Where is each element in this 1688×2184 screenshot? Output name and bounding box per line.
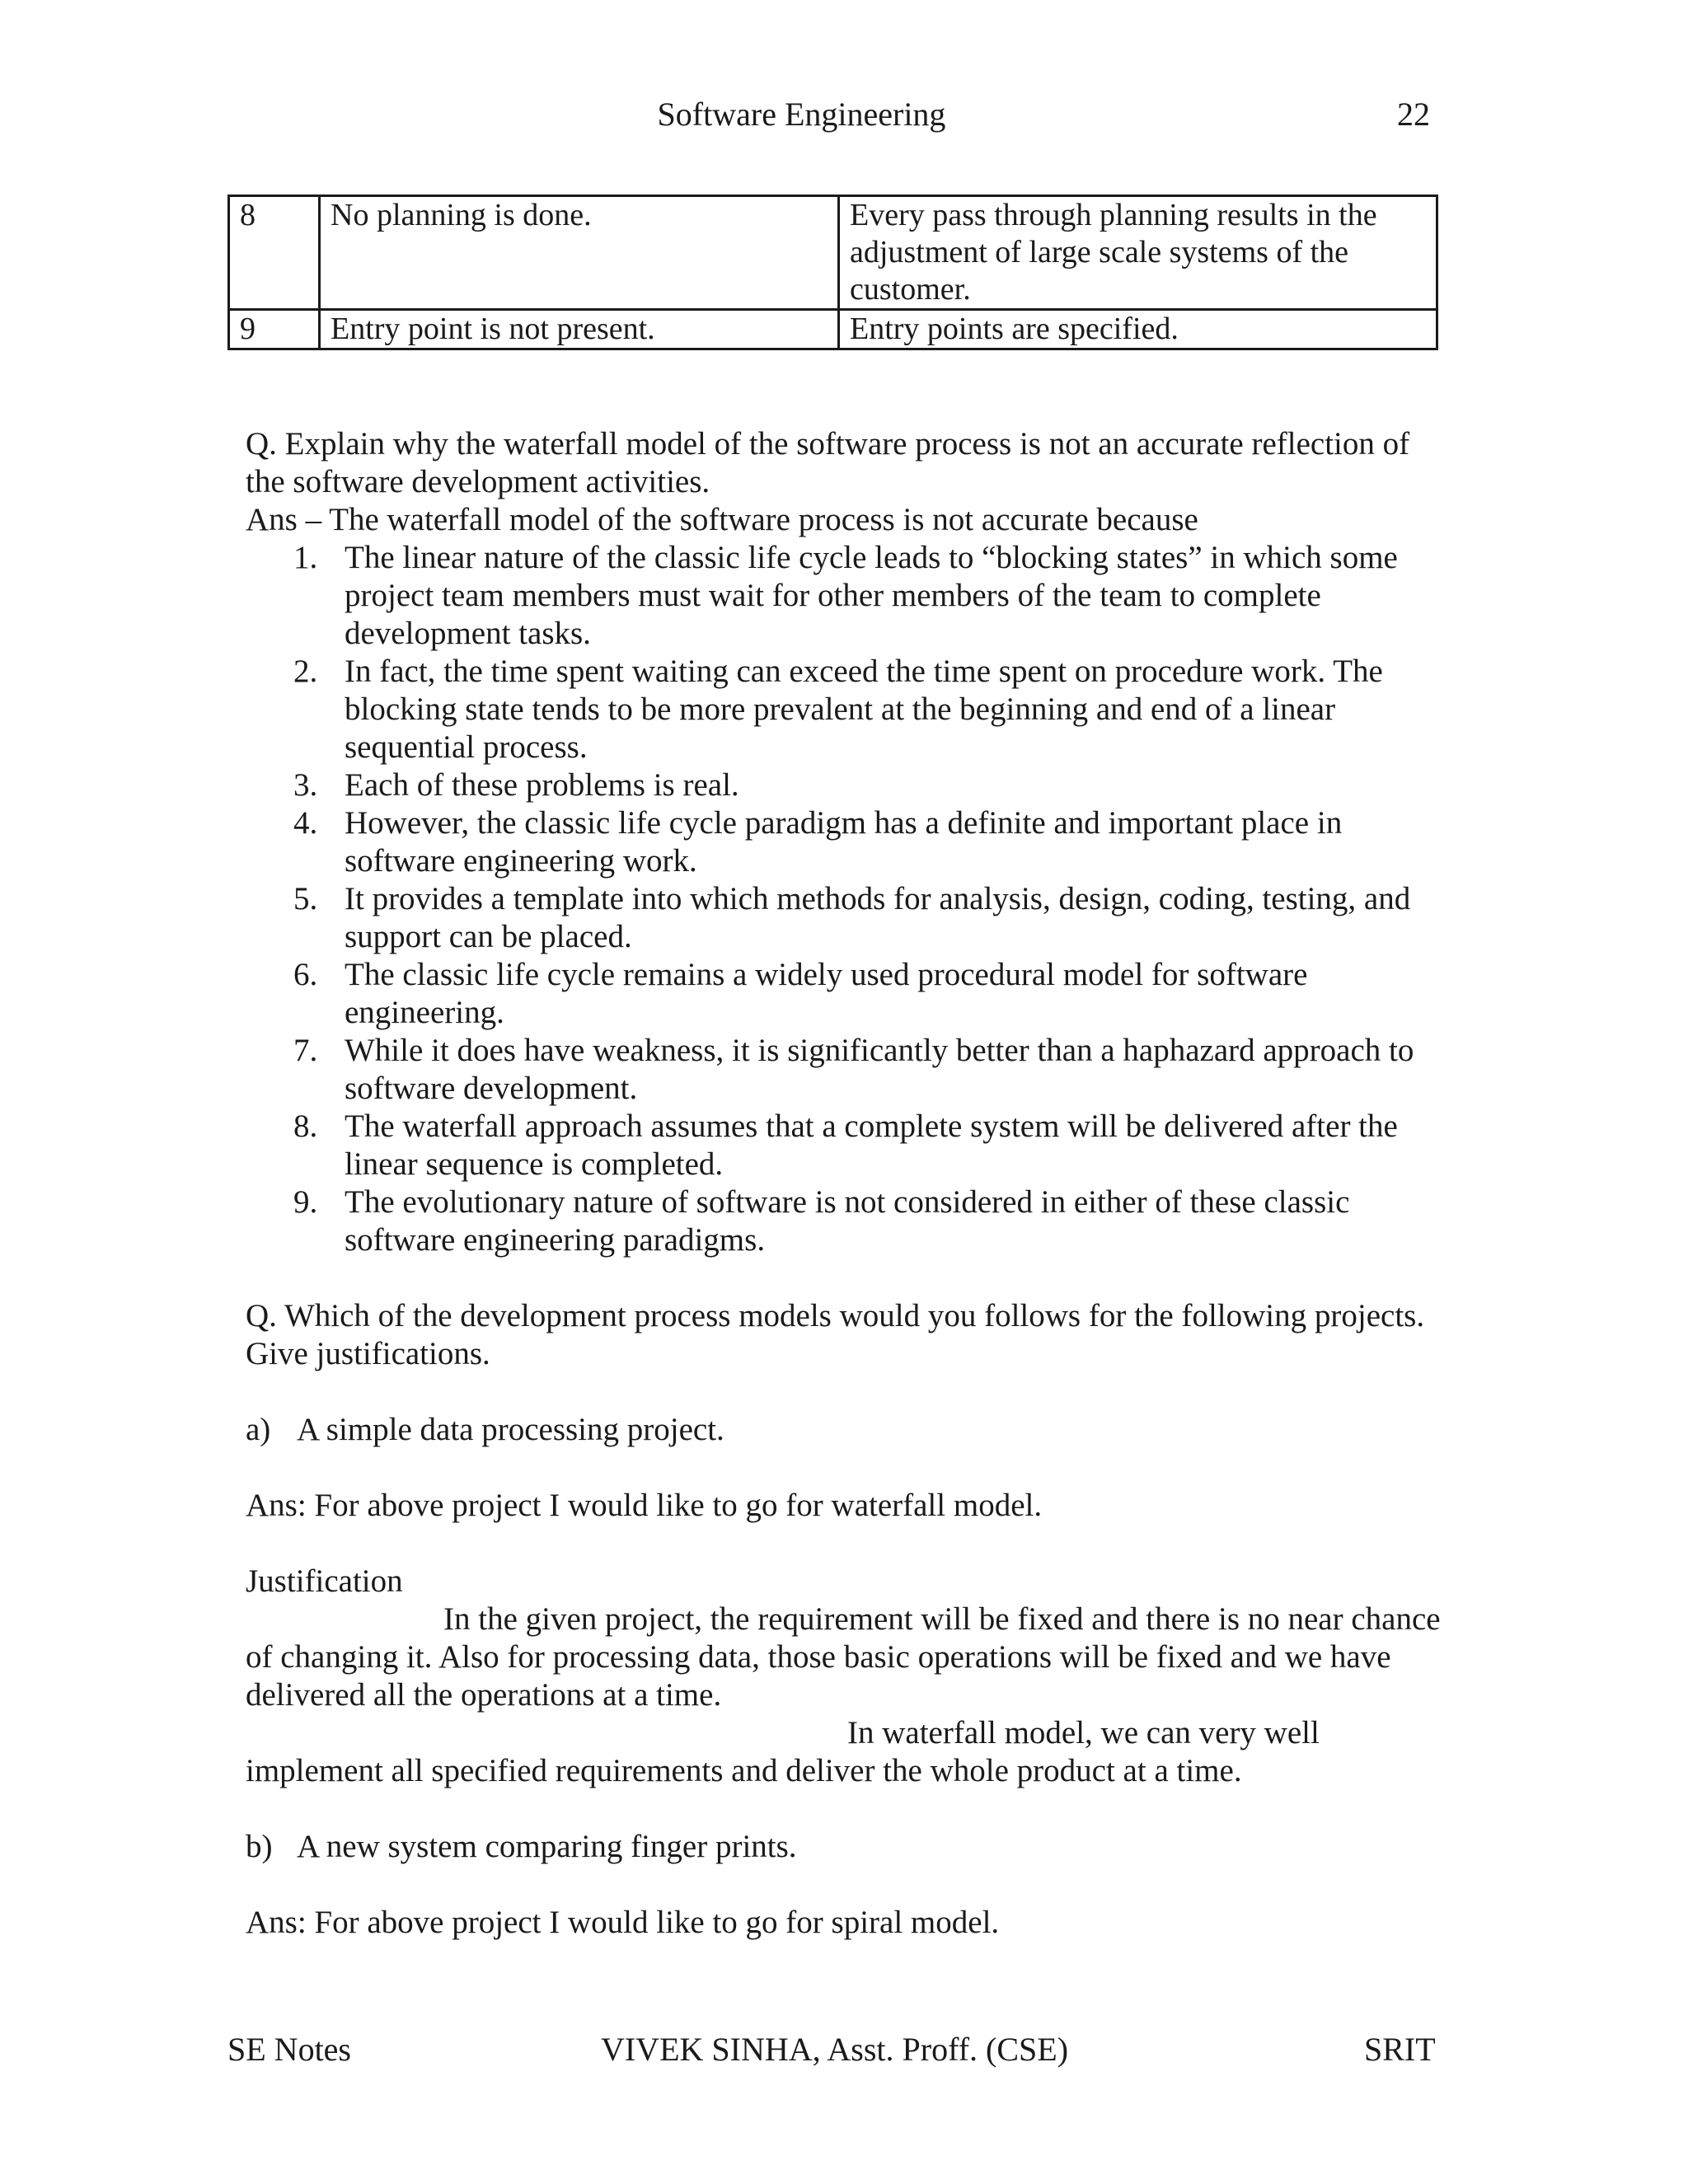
list-item (246, 956, 1442, 1032)
justification-paragraph: In the given project, the requirement will be fixed and there is no near chance of changing it. Also for processing data, those basic operations will be fixed and we have delivered all the operations at a time. (246, 1601, 1441, 1713)
answer-intro: Ans – The waterfall model of the software process is not accurate because (246, 502, 1198, 537)
list-item (246, 880, 1442, 956)
justification-paragraph: In waterfall model, we can very well implement all specified requirements and deliver the whole product at a time. (246, 1715, 1320, 1788)
list-text: The evolutionary nature of software is not considered in either of these classic software engineering paradigms. (345, 1184, 1350, 1258)
answer-list (246, 539, 1442, 1259)
list-number: 5. (293, 881, 318, 916)
list-text: In fact, the time spent waiting can exceed the time spent on procedure work. The blocking state tends to be more prevalent at the beginning and end of a linear sequential process. (345, 654, 1383, 765)
table-cell-other: Entry points are specified. (839, 310, 1437, 349)
table-row (229, 196, 1437, 310)
list-item (246, 804, 1442, 880)
sub-question-letter: b) (246, 1829, 273, 1864)
list-item (246, 539, 1442, 653)
table-cell-number: 8 (229, 196, 320, 310)
body-text (246, 425, 1442, 1942)
list-text: The waterfall approach assumes that a complete system will be delivered after the linear sequence is completed. (345, 1108, 1398, 1182)
footer-author: VIVEK SINHA, Asst. Proff. (CSE) (600, 2031, 1069, 2068)
footer-right: SRIT (1364, 2031, 1436, 2068)
list-item (246, 766, 1442, 804)
list-number: 7. (293, 1033, 318, 1068)
page-number: 22 (1397, 96, 1430, 133)
table-cell-other: Every pass through planning results in the adjustment of large scale systems of the customer. (839, 196, 1437, 310)
list-number: 1. (293, 540, 318, 575)
footer-left: SE Notes (227, 2031, 351, 2068)
list-item (246, 1032, 1442, 1108)
list-text: While it does have weakness, it is significantly better than a haphazard approach to software development. (345, 1033, 1414, 1106)
list-item (246, 1108, 1442, 1183)
table-cell-spiral: Entry point is not present. (320, 310, 839, 349)
list-text: Each of these problems is real. (345, 767, 739, 803)
sub-question-b (246, 1828, 1442, 1866)
list-item (246, 653, 1442, 766)
sub-question-text: A simple data processing project. (297, 1412, 724, 1447)
list-text: It provides a template into which methods for analysis, design, coding, testing, and support can be placed. (345, 881, 1411, 954)
table-cell-spiral: No planning is done. (320, 196, 839, 310)
table-row (229, 310, 1437, 349)
list-number: 9. (293, 1184, 318, 1220)
list-text: The linear nature of the classic life cycle leads to “blocking states” in which some project team members must wait for other members of the team to complete development tasks. (345, 540, 1398, 651)
page-header-title: Software Engineering (657, 96, 946, 133)
list-item (246, 1183, 1442, 1259)
comparison-table (227, 194, 1438, 350)
list-number: 8. (293, 1108, 318, 1144)
question-2: Q. Which of the development process models would you follows for the following projects. Give justifications. (246, 1298, 1425, 1371)
list-number: 4. (293, 805, 318, 841)
list-text: However, the classic life cycle paradigm has a definite and important place in software engineering work. (345, 805, 1343, 879)
answer-a: Ans: For above project I would like to go for waterfall model. (246, 1488, 1043, 1523)
sub-question-a (246, 1411, 1442, 1449)
answer-b: Ans: For above project I would like to go for spiral model. (246, 1905, 1000, 1940)
sub-question-text: A new system comparing finger prints. (297, 1829, 797, 1864)
list-number: 2. (293, 654, 318, 689)
table-cell-number: 9 (229, 310, 320, 349)
list-text: The classic life cycle remains a widely used procedural model for software engineering. (345, 957, 1308, 1030)
justification-heading: Justification (246, 1563, 403, 1599)
list-number: 6. (293, 957, 318, 992)
question-1: Q. Explain why the waterfall model of the software process is not an accurate reflection of the software development activities. (246, 426, 1410, 499)
list-number: 3. (293, 767, 318, 803)
sub-question-letter: a) (246, 1412, 271, 1447)
